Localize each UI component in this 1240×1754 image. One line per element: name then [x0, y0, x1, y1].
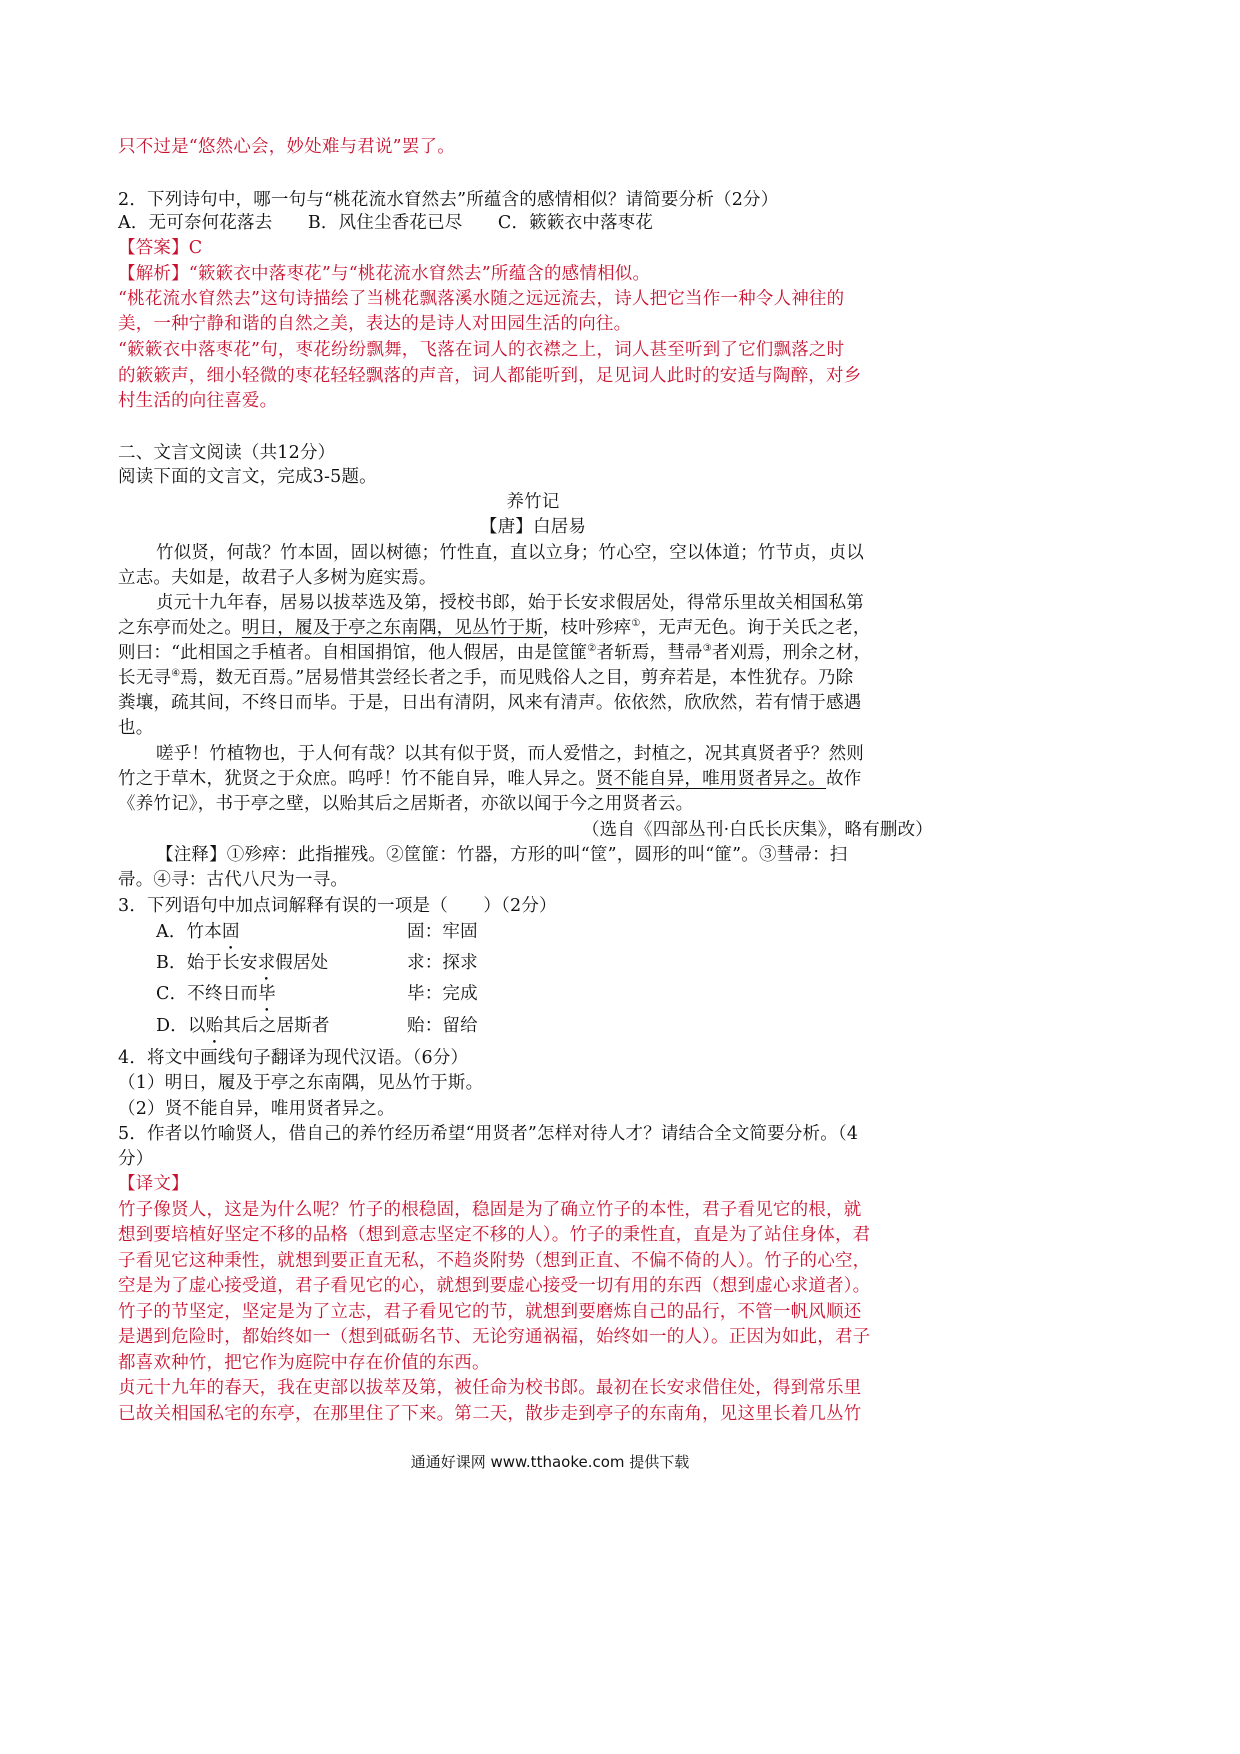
passage-paragraph-line: 竹似贤，何哉？竹本固，固以树德；竹性直，直以立身；竹心空，空以体道；竹节贞，贞以: [156, 543, 864, 563]
footnote-marker: ①: [631, 618, 641, 629]
option-text: D．以: [156, 1016, 206, 1036]
passage-text: 故作: [826, 769, 862, 789]
passage-paragraph-line: [118, 766, 948, 792]
question-2-explanation-line: 美，一种宁静和谐的自然之美，表达的是诗人对田园生活的向往。: [118, 314, 632, 334]
footnote-marker: ③: [702, 643, 712, 654]
option-gloss: 贻：留给: [407, 1016, 478, 1036]
passage-text: 之东亭而处之。: [118, 618, 242, 638]
question-2-explanation-line: 【解析】“簌簌衣中落枣花”与“桃花流水窅然去”所蕴含的感情相似。: [118, 264, 651, 284]
translation-line: 已故关相国私宅的东亭，在那里住了下来。第二天，散步走到亭子的东南角，见这里长着几丛竹: [118, 1404, 862, 1424]
question-3-option-d: [156, 1013, 986, 1039]
underlined-sentence-2: 贤不能自异，唯用贤者异之。: [595, 769, 827, 789]
page-footer: 通通好课网 www.tthaoke.com 提供下载: [410, 1453, 690, 1471]
dotted-word: 固: [221, 922, 240, 942]
question-2-explanation-line: “簌簌衣中落枣花”句，枣花纷纷飘舞，飞落在词人的衣襟之上，词人甚至听到了它们飘落之时: [118, 340, 845, 360]
passage-text: 长无寻: [118, 668, 172, 688]
passage-paragraph-line: 立志。夫如是，故君子人多树为庭实焉。: [118, 568, 437, 588]
question-2-options: A．无可奈何花落去 B．风住尘香花已尽 C．簌簌衣中落枣花: [118, 213, 654, 233]
question-3-option-b: [156, 950, 986, 976]
option-text: A．竹本: [156, 922, 222, 942]
question-2-explanation-line: 村生活的向往喜爱。: [118, 391, 278, 411]
option-gloss: 求：探求: [407, 953, 478, 973]
footnote-marker: ②: [587, 643, 597, 654]
annotation-line: 帚。④寻：古代八尺为一寻。: [118, 870, 349, 890]
question-2-explanation-line: “桃花流水窅然去”这句诗描绘了当桃花飘落溪水随之远远流去，诗人把它当作一种令人神往的: [118, 289, 845, 309]
passage-paragraph-line: 贞元十九年春，居易以拔萃选及第，授校书郎，始于长安求假居处，得常乐里故关相国私第: [156, 593, 864, 613]
option-gloss: 固：牢固: [407, 922, 478, 942]
question-5: 分）: [118, 1149, 154, 1169]
translation-line: 竹子像贤人，这是为什么呢？竹子的根稳固，稳固是为了确立竹子的本性，君子看见它的根，就: [118, 1200, 862, 1220]
translation-label: 【译文】: [118, 1174, 189, 1194]
question-2-explanation-line: 的簌簌声，细小轻微的枣花轻轻飘落的声音，词人都能听到，足见词人此时的安适与陶醉，对乡: [118, 366, 862, 386]
question-4: 4．将文中画线句子翻译为现代汉语。（6分）: [118, 1048, 469, 1068]
question-3-option-c: [156, 981, 986, 1007]
option-text: 其后之居斯者: [223, 1016, 330, 1036]
question-3-option-a: [156, 919, 986, 945]
passage-paragraph-line: [118, 665, 948, 691]
question-3: 3．下列语句中加点词解释有误的一项是（ ）（2分）: [118, 896, 557, 916]
passage-paragraph-line: 嗟乎！竹植物也，于人何有哉？以其有似于贤，而人爱惜之，封植之，况其真贤者乎？然则: [156, 744, 864, 764]
question-5: 5．作者以竹喻贤人，借自己的养竹经历希望“用贤者”怎样对待人才？请结合全文简要分析。（4: [118, 1124, 859, 1144]
question-2-answer: 【答案】C: [118, 238, 203, 258]
translation-line: 想到要培植好坚定不移的品格（想到意志坚定不移的人）。竹子的秉性直，直是为了站住身体，君: [118, 1225, 871, 1245]
passage-paragraph-line: [118, 615, 948, 641]
passage-paragraph-line: 也。: [118, 718, 154, 738]
question-2: 2．下列诗句中，哪一句与“桃花流水窅然去”所蕴含的感情相似？请简要分析（2分）: [118, 190, 779, 210]
section-heading: 二、文言文阅读（共12分）: [118, 443, 336, 463]
dotted-word: 求: [257, 953, 276, 973]
passage-source: （选自《四部丛刊·白氏长庆集》，略有删改）: [581, 820, 933, 840]
passage-text: 者斩焉，彗帚: [596, 643, 703, 663]
option-gloss: 毕：完成: [407, 984, 478, 1004]
passage-text: ，枝叶殄瘁: [542, 618, 632, 638]
option-text: 假居处: [275, 953, 329, 973]
passage-paragraph-line: [118, 640, 948, 666]
passage-paragraph-line: 《养竹记》，书于亭之壁，以贻其后之居斯者，亦欲以闻于今之用贤者云。: [118, 794, 694, 814]
dotted-word: 毕: [258, 984, 276, 1004]
translation-line: 子看见它这种秉性，就想到要正直无私，不趋炎附势（想到正直、不偏不倚的人）。竹子的心空，: [118, 1251, 871, 1271]
translation-line: 空是为了虚心接受道，君子看见它的心，就想到要虚心接受一切有用的东西（想到虚心求道者）。: [118, 1276, 871, 1296]
question-4-item: （2）贤不能自异，唯用贤者异之。: [118, 1099, 395, 1119]
passage-text: 竹之于草木，犹贤之于众庶。呜呼！竹不能自异，唯人异之。: [118, 769, 596, 789]
underlined-sentence-1: 明日，履及于亭之东南隅，见丛竹于斯: [241, 618, 543, 638]
option-text: C．不终日而: [156, 984, 259, 1004]
translation-line: 贞元十九年的春天，我在吏部以拔萃及第，被任命为校书郎。最初在长安求借住处，得到常乐里: [118, 1378, 862, 1398]
translation-line: 竹子的节坚定，坚定是为了立志，君子看见它的节，就想到要磨炼自己的品行，不管一帆风顺还: [118, 1302, 862, 1322]
passage-text: 焉，数无百焉。”居易惜其尝经长者之手，而见贱俗人之目，剪弃若是，本性犹存。乃除: [180, 668, 854, 688]
annotation-line: 【注释】①殄瘁：此指摧残。②筐篚：竹器，方形的叫“筐”，圆形的叫“篚”。③彗帚：扫: [156, 845, 848, 865]
dotted-word: 贻: [205, 1016, 224, 1036]
translation-line: 都喜欢种竹，把它作为庭院中存在价值的东西。: [118, 1353, 490, 1373]
passage-text: 则曰：“此相国之手植者。自相国捐馆，他人假居，由是筐篚: [118, 643, 588, 663]
passage-paragraph-line: 粪壤，疏其间，不终日而毕。于是，日出有清阴，风来有清声。依依然，欣欣然，若有情于感遇: [118, 693, 862, 713]
passage-text: 者刈焉，刑余之材，: [711, 643, 872, 663]
answer-text-end: 只不过是“悠然心会，妙处难与君说”罢了。: [118, 137, 455, 157]
translation-line: 是遇到危险时，都始终如一（想到砥砺名节、无论穷通祸福，始终如一的人）。正因为如此，君子: [118, 1327, 871, 1347]
section-intro: 阅读下面的文言文，完成3-5题。: [118, 467, 377, 487]
passage-title: 养竹记: [506, 492, 560, 512]
option-text: B．始于长安: [156, 953, 258, 973]
passage-author: 【唐】白居易: [479, 517, 587, 537]
passage-text: ，无声无色。询于关氏之老，: [640, 618, 871, 638]
footnote-marker: ④: [171, 668, 181, 679]
question-4-item: （1）明日，履及于亭之东南隅，见丛竹于斯。: [118, 1073, 484, 1093]
